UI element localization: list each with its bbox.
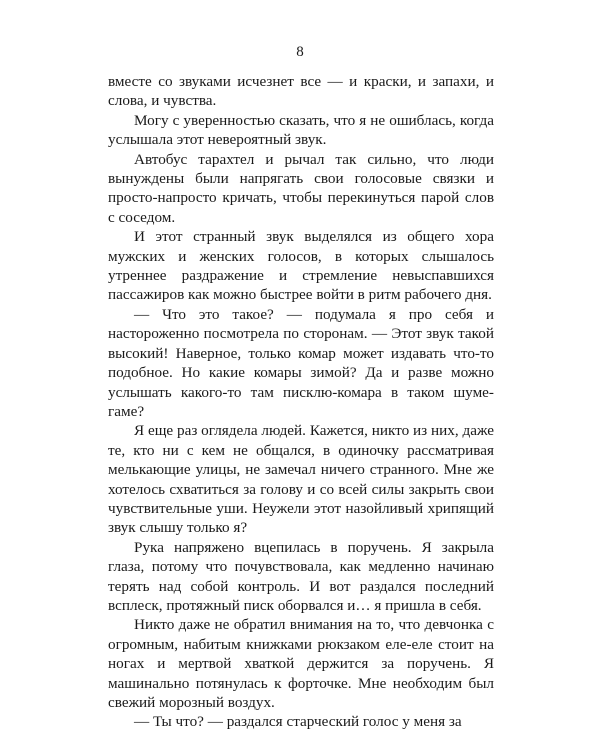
page-body-text bbox=[108, 72, 494, 732]
paragraph-4: И этот странный звук выделялся из общего хора мужских и женских голосов, в которых слышалось утреннее раздражение и стремление невыспавшихся пассажиров как можно быстрее войти в ритм рабочего дня. bbox=[108, 228, 494, 304]
paragraph-3: Автобус тарахтел и рычал так сильно, что люди вынуждены были напрягать свои голосовые связки и просто-напросто кричать, чтобы перекинуться парой слов с соседом. bbox=[108, 150, 494, 226]
paragraph-9: — Ты что? — раздался старческий голос у меня за bbox=[134, 713, 462, 731]
paragraph-2: Могу с уверенностью сказать, что я не ошиблась, когда услышала этот невероятный звук. bbox=[108, 111, 494, 149]
paragraph-1: вместе со звуками исчезнет все — и краски, и запахи, и слова, и чувства. bbox=[108, 73, 494, 110]
paragraph-5: — Что это такое? — подумала я про себя и настороженно посмотрела по сторонам. — Этот звук такой высокий! Наверное, только комар может издавать что-то подобное. Но какие комары зимой? Да и разве можно услышать какого-то там писклю-комара в таком шуме-гаме? bbox=[108, 305, 494, 420]
paragraph-7: Рука напряжено вцепилась в поручень. Я закрыла глаза, потому что почувствовала, как медленно начинаю терять над собой контроль. И вот раздался последний всплеск, протяжный писк оборвался и… я пришла в себя. bbox=[108, 538, 494, 614]
page-number: 8 bbox=[296, 44, 304, 60]
paragraph-8: Никто даже не обратил внимания на то, что девчонка с огромным, набитым книжками рюкзаком еле-еле стоит на ногах и мертвой хваткой держится за поручень. Я машинально потянулась к форточке. Мне необходим был свежий морозный воздух. bbox=[108, 616, 494, 711]
paragraph-6: Я еще раз оглядела людей. Кажется, никто из них, даже те, кто ни с кем не общался, в одиночку рассматривая мелькающие улицы, не замечал ничего странного. Мне же хотелось схватиться за голову и со всей силы закрыть свои чувствительные уши. Неужели этот назойливый хрипящий звук слышу только я? bbox=[108, 422, 494, 537]
